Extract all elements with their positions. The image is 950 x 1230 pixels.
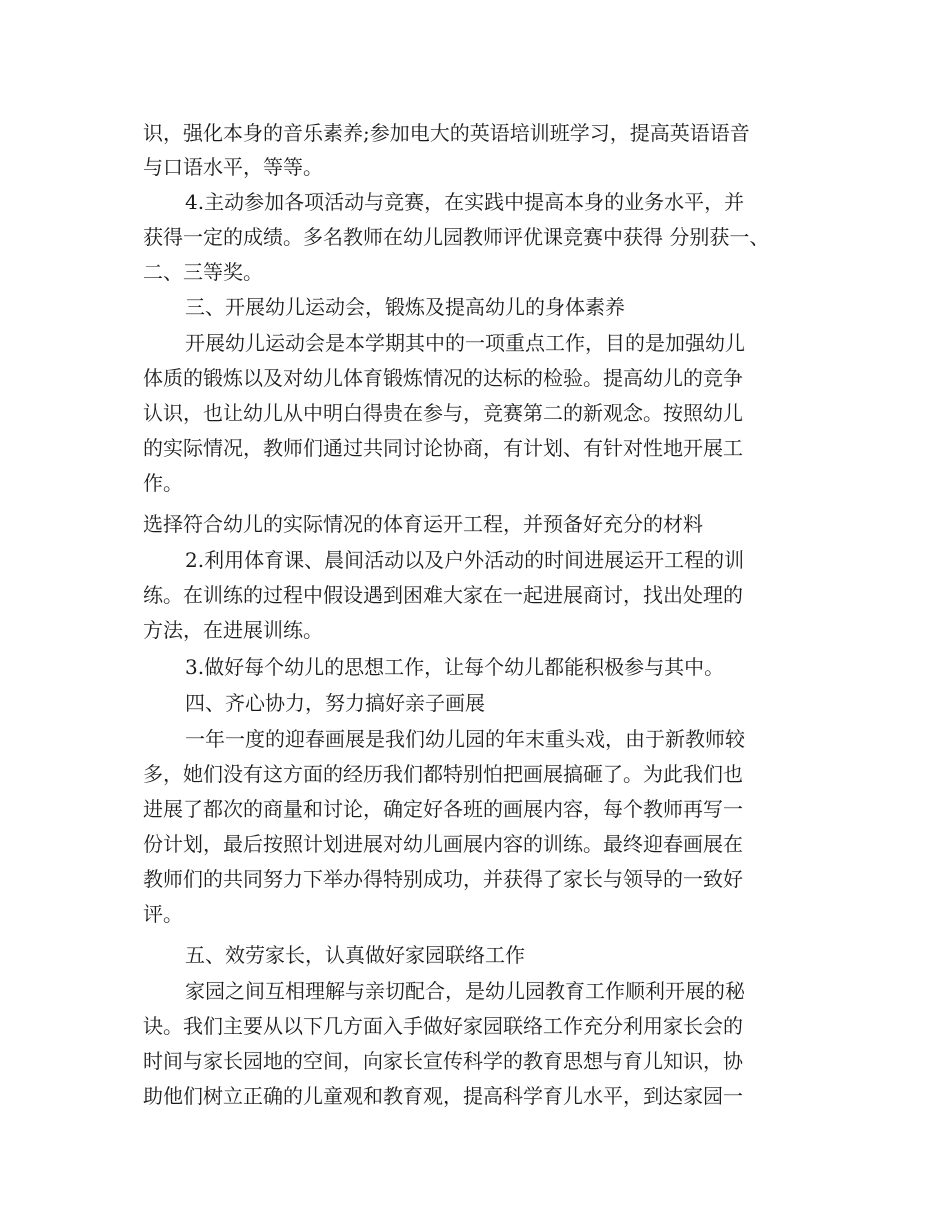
section-heading: 五、效劳家长，认真做好家园联络工作 (185, 943, 525, 967)
paragraph-line: 开展幼儿运动会是本学期其中的一项重点工作，目的是加强幼儿 (185, 331, 745, 355)
paragraph-line: 作。 (143, 471, 183, 495)
paragraph-line: 4.主动参加各项活动与竞赛，在实践中提高本身的业务水平，并 (185, 190, 745, 214)
paragraph-line: 教师们的共同努力下举办得特别成功，并获得了家长与领导的一致好 (143, 867, 743, 891)
paragraph-line: 体质的锻炼以及对幼儿体育锻炼情况的达标的检验。提高幼儿的竞争 (143, 366, 743, 390)
section-heading: 四、齐心协力，努力搞好亲子画展 (185, 691, 485, 715)
paragraph-line: 家园之间互相理解与亲切配合，是幼儿园教育工作顺利开展的秘 (185, 979, 745, 1003)
paragraph-line: 选择符合幼儿的实际情况的体育运开工程，并预备好充分的材料 (143, 512, 703, 536)
paragraph-line: 份计划，最后按照计划进展对幼儿画展内容的训练。最终迎春画展在 (143, 832, 743, 856)
paragraph-line: 助他们树立正确的儿童观和教育观，提高科学育儿水平，到达家园一 (143, 1084, 743, 1108)
paragraph-line: 识，强化本身的音乐素养;参加电大的英语培训班学习，提高英语语音 (143, 121, 750, 145)
section-heading: 三、开展幼儿运动会，锻炼及提高幼儿的身体素养 (185, 295, 625, 319)
paragraph-line: 的实际情况，教师们通过共同讨论协商，有计划、有针对性地开展工 (143, 436, 743, 460)
paragraph-line: 多，她们没有这方面的经历我们都特别怕把画展搞砸了。为此我们也 (143, 762, 743, 786)
paragraph-line: 时间与家长园地的空间，向家长宣传科学的教育思想与育儿知识，协 (143, 1049, 743, 1073)
paragraph-line: 评。 (143, 902, 183, 926)
paragraph-line: 诀。我们主要从以下几方面入手做好家园联络工作充分利用家长会的 (143, 1014, 743, 1038)
paragraph-line: 进展了都次的商量和讨论，确定好各班的画展内容，每个教师再写一 (143, 797, 743, 821)
paragraph-line: 获得一定的成绩。多名教师在幼儿园教师评优课竞赛中获得 分别获一、 (143, 225, 770, 249)
paragraph-line: 练。在训练的过程中假设遇到困难大家在一起进展商讨，找出处理的 (143, 583, 743, 607)
paragraph-line: 二、三等奖。 (143, 260, 263, 284)
paragraph-line: 3.做好每个幼儿的思想工作，让每个幼儿都能积极参与其中。 (185, 655, 725, 679)
paragraph-line: 与口语水平，等等。 (143, 155, 323, 179)
paragraph-line: 方法，在进展训练。 (143, 618, 323, 642)
paragraph-line: 2.利用体育课、晨间活动以及户外活动的时间进展运开工程的训 (185, 548, 745, 572)
paragraph-line: 认识，也让幼儿从中明白得贵在参与，竞赛第二的新观念。按照幼儿 (143, 401, 743, 425)
paragraph-line: 一年一度的迎春画展是我们幼儿园的年末重头戏，由于新教师较 (185, 727, 745, 751)
